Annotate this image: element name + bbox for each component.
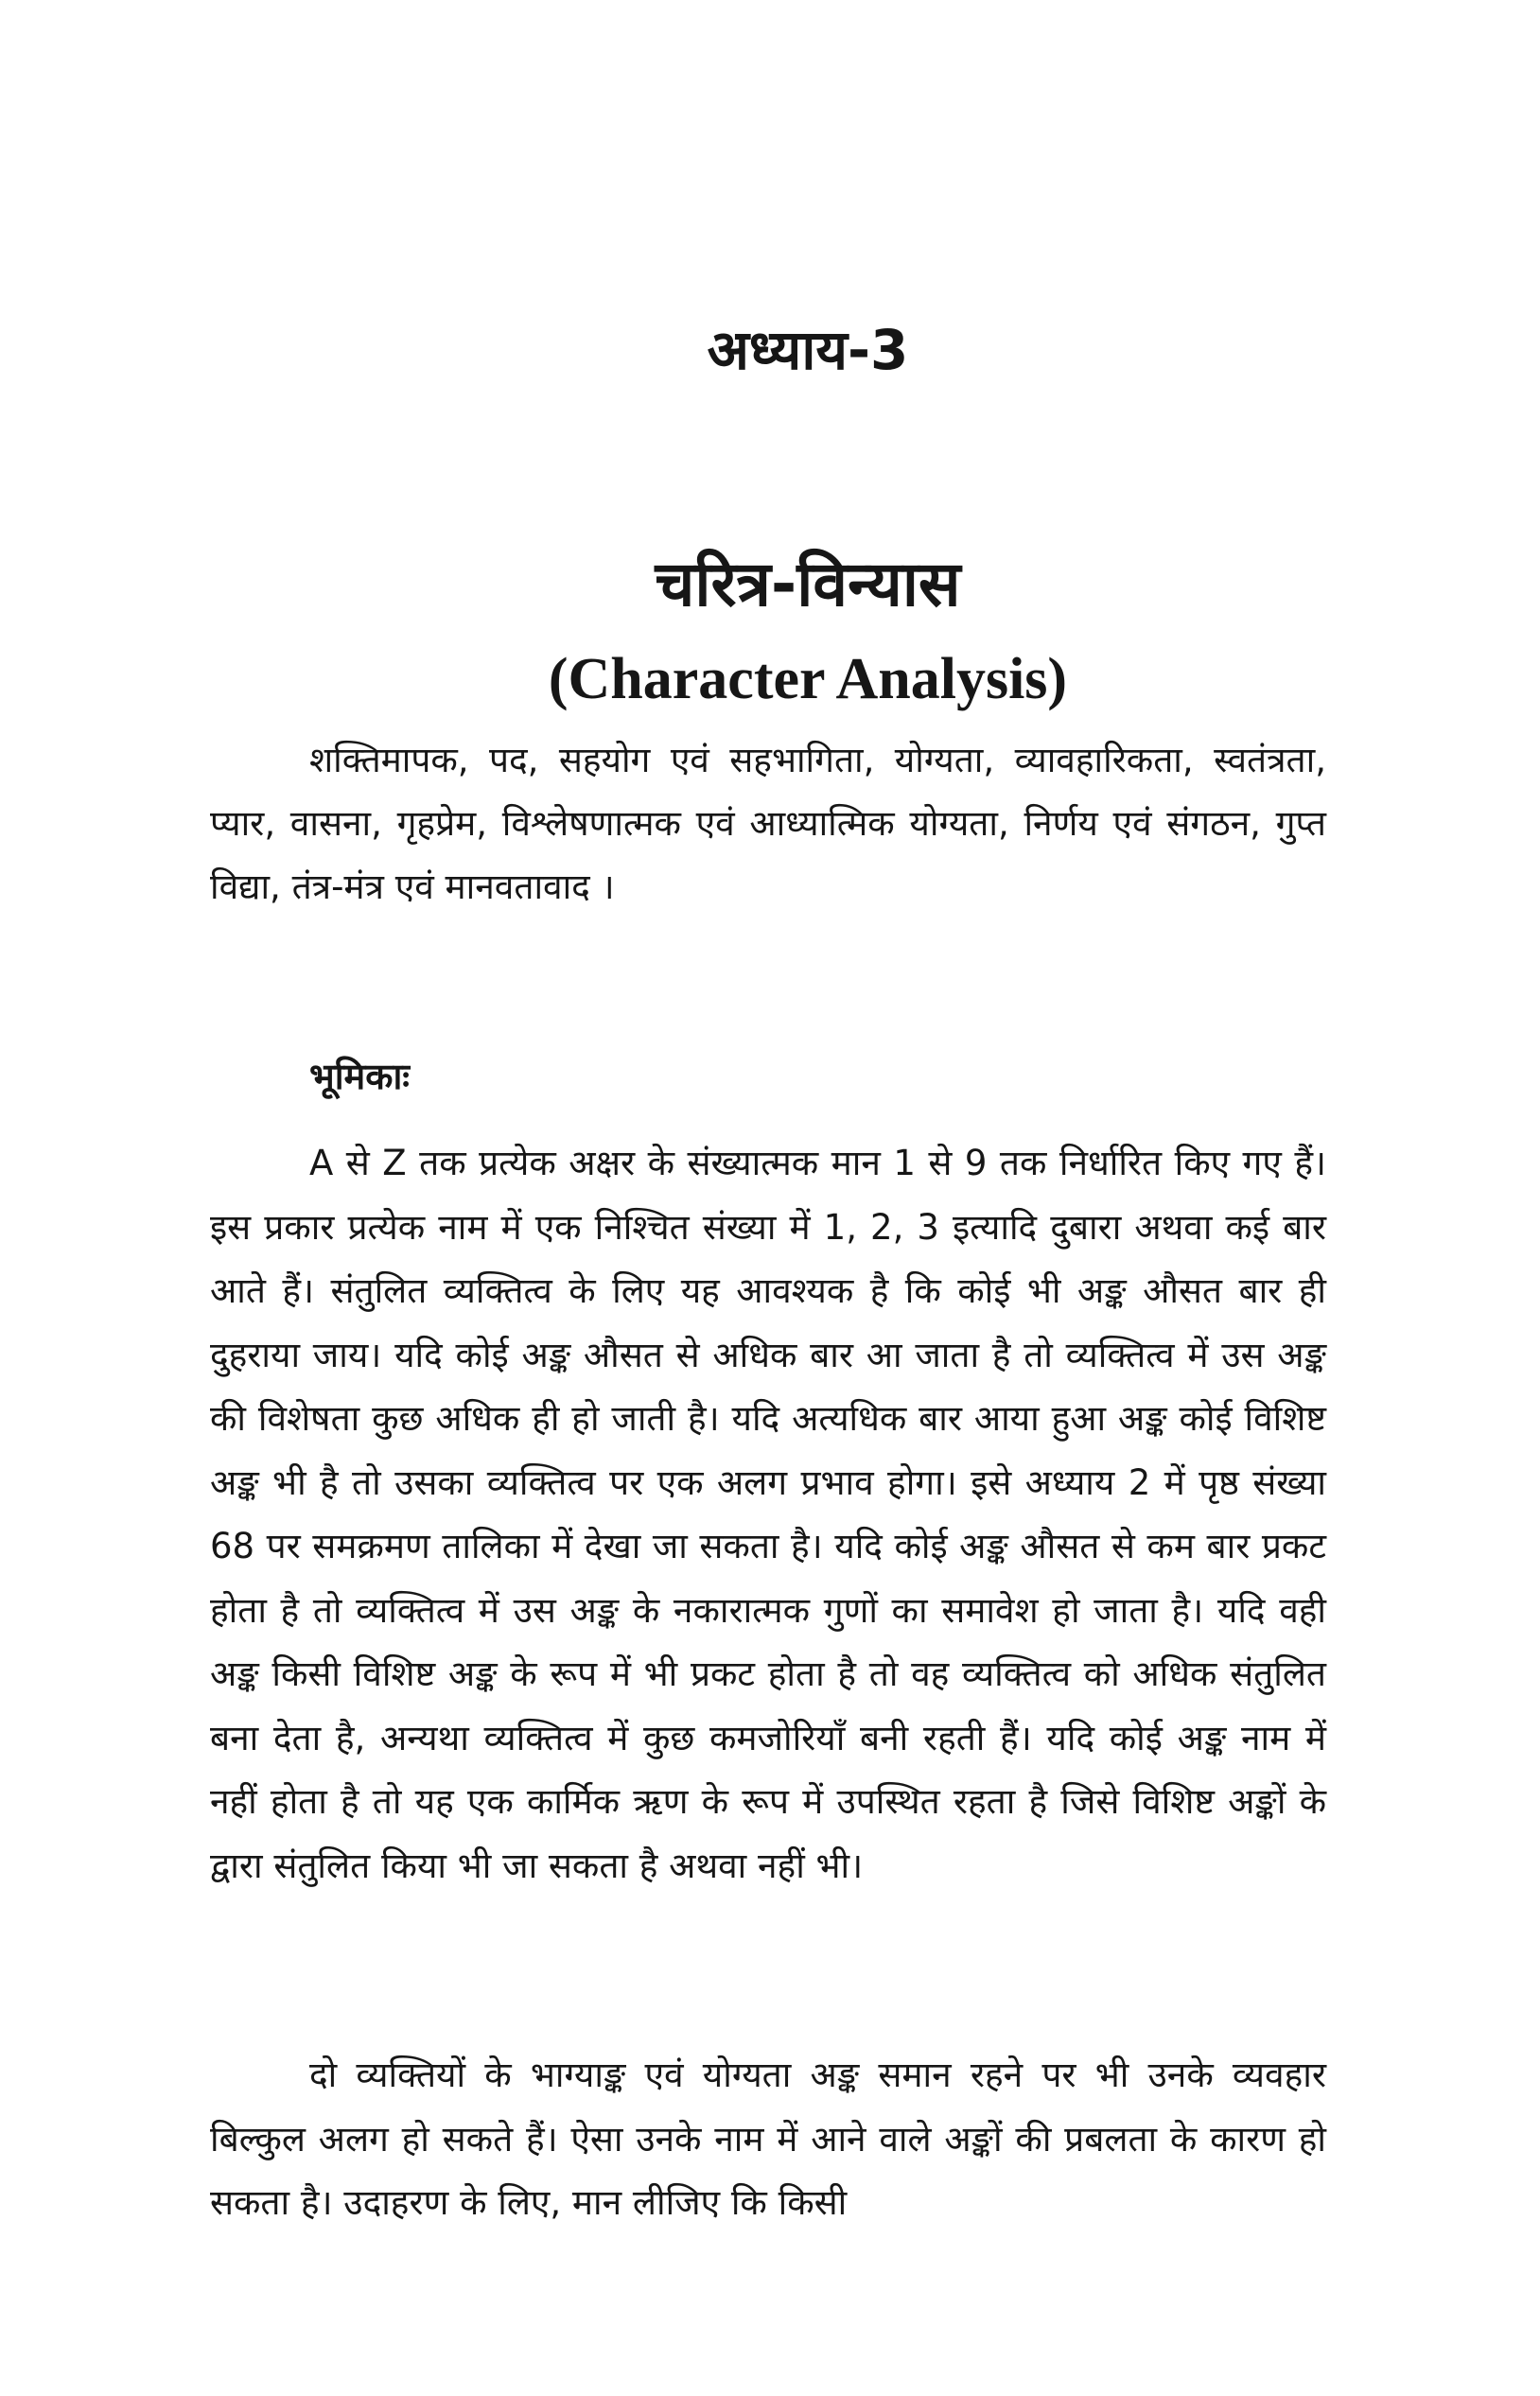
chapter-subtitle: (Character Analysis) [548,647,1068,711]
chapter-keywords: शक्तिमापक, पद, सहयोग एवं सहभागिता, योग्यता, व्यावहारिकता, स्वतंत्रता, प्यार, वासना, गृहप्रेम, विश्लेषणात्मक एवं आध्यात्मिक योग्यता, निर्णय एवं संगठन, गुप्त विद्या, तंत्र-मंत्र एवं मानवतावाद । [210,740,1326,907]
body-paragraph: A से Z तक प्रत्येक अक्षर के संख्यात्मक मान 1 से 9 तक निर्धारित किए गए हैं। इस प्रकार प्रत्येक नाम में एक निश्चित संख्या में 1, 2, 3 इत्यादि दुबारा अथवा कई बार आते हैं। संतुलित व्यक्तित्व के लिए यह आवश्यक है कि कोई भी अङ्क औसत बार ही दुहराया जाय। यदि कोई अङ्क औसत से अधिक बार आ जाता है तो व्यक्तित्व में उस अङ्क की विशेषता कुछ अधिक ही हो जाती है। यदि अत्यधिक बार आया हुआ अङ्क कोई विशिष्ट अङ्क भी है तो उसका व्यक्तित्व पर एक अलग प्रभाव होगा। इसे अध्याय 2 में पृष्ठ संख्या 68 पर समक्रमण तालिका में देखा जा सकता है। यदि कोई अङ्क औसत से कम बार प्रकट होता है तो व्यक्तित्व में उस अङ्क के नकारात्मक गुणों का समावेश हो जाता है। यदि वही अङ्क किसी विशिष्ट अङ्क के रूप में भी प्रकट होता है तो वह व्यक्तित्व को अधिक संतुलित बना देता है, अन्यथा व्यक्तित्व में कुछ कमजोरियाँ बनी रहती हैं। यदि कोई अङ्क नाम में नहीं होता है तो यह एक कार्मिक ऋण के रूप में उपस्थित रहता है जिसे विशिष्ट अङ्कों के द्वारा संतुलित किया भी जा सकता है अथवा नहीं भी। [210,1143,1326,1886]
body-paragraph: दो व्यक्तियों के भाग्याङ्क एवं योग्यता अङ्क समान रहने पर भी उनके व्यवहार बिल्कुल अलग हो सकते हैं। ऐसा उनके नाम में आने वाले अङ्कों की प्रबलता के कारण हो सकता है। उदाहरण के लिए, मान लीजिए कि किसी [210,2055,1326,2223]
chapter-title: चरित्र-विन्यास [655,548,961,621]
section-heading: भूमिकाः [309,1056,410,1097]
chapter-number-heading: अध्याय-3 [707,318,909,382]
